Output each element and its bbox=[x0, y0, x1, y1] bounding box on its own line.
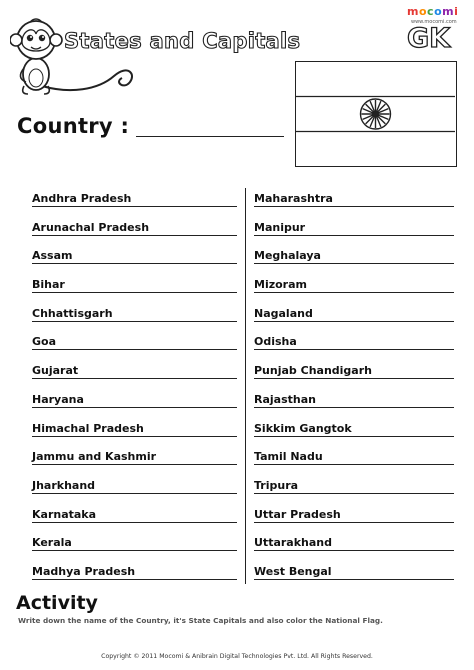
state-name: Assam bbox=[32, 249, 73, 263]
national-flag-outline[interactable] bbox=[295, 61, 457, 167]
monkey-mascot-icon bbox=[10, 8, 140, 103]
state-name: Goa bbox=[32, 335, 57, 349]
state-row[interactable] bbox=[32, 242, 237, 271]
capital-answer-line[interactable] bbox=[32, 436, 237, 437]
capital-answer-line[interactable] bbox=[254, 235, 454, 236]
state-name: Bihar bbox=[32, 278, 65, 292]
state-row[interactable] bbox=[32, 529, 237, 558]
state-row[interactable] bbox=[32, 271, 237, 300]
brand-website: www.mocomi.com bbox=[411, 19, 457, 25]
state-name: Uttar Pradesh bbox=[254, 507, 341, 521]
capital-answer-line[interactable] bbox=[254, 349, 454, 350]
capital-answer-line[interactable] bbox=[254, 522, 454, 523]
activity-instructions: Write down the name of the Country, it's State Capitals and also color the National Flag. bbox=[18, 616, 383, 625]
state-name: Haryana bbox=[32, 392, 84, 406]
states-left-column bbox=[32, 185, 237, 587]
state-name: Gujarat bbox=[32, 364, 79, 378]
copyright-notice: Copyright © 2011 Mocomi & Anibrain Digital Technologies Pvt. Ltd. All Rights Reserved. bbox=[101, 653, 373, 660]
states-right-column bbox=[254, 185, 454, 587]
state-row[interactable] bbox=[254, 415, 454, 444]
state-name: Punjab Chandigarh bbox=[254, 364, 372, 378]
column-divider bbox=[245, 188, 246, 584]
state-name: Arunachal Pradesh bbox=[32, 220, 150, 234]
capital-answer-line[interactable] bbox=[32, 579, 237, 580]
capital-answer-line[interactable] bbox=[32, 263, 237, 264]
capital-answer-line[interactable] bbox=[254, 378, 454, 379]
country-label: Country : bbox=[17, 114, 130, 138]
state-row[interactable] bbox=[254, 443, 454, 472]
capital-answer-line[interactable] bbox=[254, 206, 454, 207]
state-row[interactable] bbox=[254, 357, 454, 386]
state-name: Himachal Pradesh bbox=[32, 421, 144, 435]
gk-badge: GK bbox=[407, 23, 451, 54]
state-row[interactable] bbox=[254, 501, 454, 530]
capital-answer-line[interactable] bbox=[32, 349, 237, 350]
state-name: Madhya Pradesh bbox=[32, 564, 136, 578]
state-row[interactable] bbox=[254, 529, 454, 558]
state-name: Maharashtra bbox=[254, 192, 333, 205]
capital-answer-line[interactable] bbox=[254, 321, 454, 322]
state-row[interactable] bbox=[32, 558, 237, 587]
capital-answer-line[interactable] bbox=[32, 464, 237, 465]
capital-answer-line[interactable] bbox=[254, 579, 454, 580]
capital-answer-line[interactable] bbox=[32, 522, 237, 523]
state-name: Chhattisgarh bbox=[32, 306, 113, 320]
capital-answer-line[interactable] bbox=[32, 493, 237, 494]
activity-heading: Activity bbox=[16, 592, 98, 614]
state-row[interactable] bbox=[254, 185, 454, 214]
capital-answer-line[interactable] bbox=[32, 321, 237, 322]
state-name: Uttarakhand bbox=[254, 536, 332, 550]
state-name: Jammu and Kashmir bbox=[32, 450, 157, 464]
state-row[interactable] bbox=[32, 185, 237, 214]
state-name: Odisha bbox=[254, 335, 297, 349]
state-name: Rajasthan bbox=[254, 392, 316, 406]
capital-answer-line[interactable] bbox=[254, 493, 454, 494]
state-row[interactable] bbox=[254, 472, 454, 501]
state-row[interactable] bbox=[32, 415, 237, 444]
state-row[interactable] bbox=[32, 501, 237, 530]
state-row[interactable] bbox=[32, 328, 237, 357]
capital-answer-line[interactable] bbox=[32, 550, 237, 551]
state-name: Jharkhand bbox=[32, 478, 96, 492]
state-name: Andhra Pradesh bbox=[32, 192, 132, 205]
state-row[interactable] bbox=[32, 386, 237, 415]
country-answer-line[interactable] bbox=[136, 136, 284, 137]
capital-answer-line[interactable] bbox=[32, 292, 237, 293]
state-name: Nagaland bbox=[254, 306, 313, 320]
state-row[interactable] bbox=[32, 443, 237, 472]
state-row[interactable] bbox=[32, 472, 237, 501]
state-name: Sikkim Gangtok bbox=[254, 421, 352, 435]
state-row[interactable] bbox=[254, 214, 454, 243]
state-row[interactable] bbox=[254, 328, 454, 357]
capital-answer-line[interactable] bbox=[254, 436, 454, 437]
state-row[interactable] bbox=[254, 558, 454, 587]
capital-answer-line[interactable] bbox=[32, 407, 237, 408]
state-row[interactable] bbox=[32, 357, 237, 386]
state-name: Mizoram bbox=[254, 278, 307, 292]
capital-answer-line[interactable] bbox=[254, 407, 454, 408]
state-row[interactable] bbox=[32, 214, 237, 243]
capital-answer-line[interactable] bbox=[32, 235, 237, 236]
capital-answer-line[interactable] bbox=[254, 263, 454, 264]
state-row[interactable] bbox=[254, 300, 454, 329]
capital-answer-line[interactable] bbox=[254, 464, 454, 465]
ashoka-chakra-icon bbox=[361, 99, 391, 129]
state-name: Tripura bbox=[254, 478, 299, 492]
state-row[interactable] bbox=[254, 271, 454, 300]
state-name: Meghalaya bbox=[254, 249, 321, 263]
capital-answer-line[interactable] bbox=[254, 292, 454, 293]
capital-answer-line[interactable] bbox=[254, 550, 454, 551]
state-name: Manipur bbox=[254, 220, 306, 234]
state-name: Tamil Nadu bbox=[254, 450, 323, 464]
state-name: West Bengal bbox=[254, 564, 332, 578]
state-name: Karnataka bbox=[32, 507, 97, 521]
state-row[interactable] bbox=[32, 300, 237, 329]
flag-drawing-icon bbox=[296, 62, 455, 165]
brand-logo: mocomi bbox=[407, 5, 459, 18]
capital-answer-line[interactable] bbox=[32, 206, 237, 207]
state-row[interactable] bbox=[254, 386, 454, 415]
capital-answer-line[interactable] bbox=[32, 378, 237, 379]
state-name: Kerala bbox=[32, 536, 72, 550]
worksheet-title: States and Capitals bbox=[64, 29, 301, 53]
state-row[interactable] bbox=[254, 242, 454, 271]
